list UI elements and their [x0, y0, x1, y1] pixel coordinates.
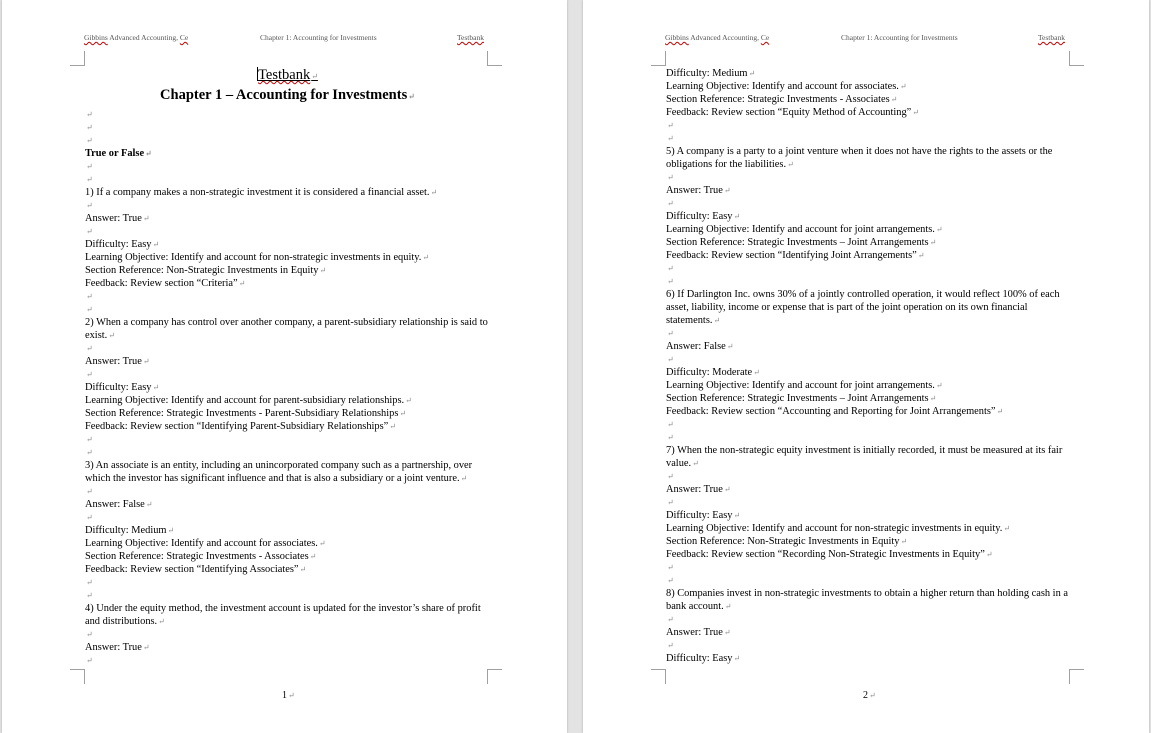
difficulty-8: Difficulty: Easy↵ [666, 653, 741, 664]
document-page-1[interactable] [2, 0, 567, 733]
answer-2: Answer: True↵ [85, 356, 150, 367]
reference-4: Section Reference: Strategic Investments - Associates↵ [666, 94, 898, 105]
answer-4: Answer: True↵ [85, 642, 150, 653]
answer-7: Answer: True↵ [666, 484, 731, 495]
answer-8: Answer: True↵ [666, 627, 731, 638]
reference-6: Section Reference: Strategic Investments – Joint Arrangements↵ [666, 393, 937, 404]
paragraph-mark: ↵ [86, 591, 93, 600]
question-6: 6) If Darlington Inc. owns 30% of a jointly controlled operation, it would reflect 100% of each asset, liability, income or expense that is part of the joint operation on its own financial statements.↵ [666, 289, 1060, 326]
header-right: Testbank [1038, 33, 1065, 42]
margin-crop-mark [1069, 51, 1084, 66]
difficulty-6: Difficulty: Moderate↵ [666, 367, 760, 378]
paragraph-mark: ↵ [667, 264, 674, 273]
header-left: Gibbins Advanced Accounting, Ce [84, 33, 189, 42]
reference-3: Section Reference: Strategic Investments - Associates↵ [85, 551, 317, 562]
reference-7: Section Reference: Non-Strategic Investments in Equity↵ [666, 536, 908, 547]
objective-4: Learning Objective: Identify and account for associates.↵ [666, 81, 907, 92]
feedback-7: Feedback: Review section “Recording Non-Strategic Investments in Equity”↵ [666, 549, 993, 560]
page-body[interactable] [85, 66, 490, 667]
question-2: 2) When a company has control over another company, a parent-subsidiary relationship is said to exist.↵ [85, 317, 488, 341]
paragraph-mark: ↵ [667, 355, 674, 364]
header-left: Gibbins Advanced Accounting, Ce [665, 33, 770, 42]
difficulty-7: Difficulty: Easy↵ [666, 510, 741, 521]
paragraph-mark: ↵ [86, 123, 93, 132]
page-body[interactable] [666, 67, 1072, 665]
paragraph-mark: ↵ [667, 134, 674, 143]
difficulty-2: Difficulty: Easy↵ [85, 382, 160, 393]
paragraph-mark: ↵ [86, 656, 93, 665]
paragraph-mark: ↵ [667, 199, 674, 208]
paragraph-mark: ↵ [86, 344, 93, 353]
paragraph-mark: ↵ [86, 578, 93, 587]
paragraph-mark: ↵ [667, 173, 674, 182]
header-center: Chapter 1: Accounting for Investments [260, 33, 377, 42]
paragraph-mark: ↵ [667, 277, 674, 286]
paragraph-mark: ↵ [667, 576, 674, 585]
paragraph-mark: ↵ [86, 110, 93, 119]
question-8: 8) Companies invest in non-strategic investments to obtain a higher return than holding cash in a bank account.↵ [666, 588, 1068, 612]
feedback-1: Feedback: Review section “Criteria”↵ [85, 278, 246, 289]
paragraph-mark: ↵ [86, 292, 93, 301]
paragraph-mark: ↵ [86, 448, 93, 457]
difficulty-1: Difficulty: Easy↵ [85, 239, 160, 250]
feedback-4: Feedback: Review section “Equity Method of Accounting”↵ [666, 107, 919, 118]
paragraph-mark: ↵ [86, 305, 93, 314]
margin-crop-mark [651, 669, 666, 684]
question-4: 4) Under the equity method, the investment account is updated for the investor’s share of profit and distributions.↵ [85, 603, 481, 627]
feedback-3: Feedback: Review section “Identifying Associates”↵ [85, 564, 307, 575]
objective-3: Learning Objective: Identify and account for associates.↵ [85, 538, 326, 549]
paragraph-mark: ↵ [667, 563, 674, 572]
reference-2: Section Reference: Strategic Investments - Parent-Subsidiary Relationships↵ [85, 408, 407, 419]
section-heading: True or False↵ [85, 148, 152, 159]
feedback-2: Feedback: Review section “Identifying Parent-Subsidiary Relationships”↵ [85, 421, 396, 432]
question-5: 5) A company is a party to a joint venture when it does not have the rights to the assets or the obligations for the liabilities.↵ [666, 146, 1053, 170]
reference-5: Section Reference: Strategic Investments – Joint Arrangements↵ [666, 237, 937, 248]
feedback-5: Feedback: Review section “Identifying Joint Arrangements”↵ [666, 250, 925, 261]
page-number: 1↵ [282, 690, 295, 701]
answer-5: Answer: True↵ [666, 185, 731, 196]
paragraph-mark: ↵ [86, 175, 93, 184]
objective-2: Learning Objective: Identify and account for parent-subsidiary relationships.↵ [85, 395, 412, 406]
paragraph-mark: ↵ [86, 227, 93, 236]
paragraph-mark: ↵ [86, 435, 93, 444]
paragraph-mark: ↵ [86, 162, 93, 171]
page-number: 2↵ [863, 690, 876, 701]
margin-crop-mark [1069, 669, 1084, 684]
objective-5: Learning Objective: Identify and account for joint arrangements.↵ [666, 224, 943, 235]
header-right: Testbank [457, 33, 484, 42]
paragraph-mark: ↵ [667, 615, 674, 624]
chapter-title: Chapter 1 – Accounting for Investments↵ [160, 87, 415, 103]
paragraph-mark: ↵ [667, 498, 674, 507]
question-1: 1) If a company makes a non-strategic investment it is considered a financial asset.↵ [85, 187, 438, 198]
page-header [2, 33, 567, 45]
feedback-6: Feedback: Review section “Accounting and Reporting for Joint Arrangements”↵ [666, 406, 1004, 417]
objective-1: Learning Objective: Identify and account for non-strategic investments in equity.↵ [85, 252, 430, 263]
question-3: 3) An associate is an entity, including an unincorporated company such as a partnership, over which the investor has significant influence and that is also a subsidiary or a joint venture.↵ [85, 460, 473, 484]
difficulty-3: Difficulty: Medium↵ [85, 525, 175, 536]
paragraph-mark: ↵ [667, 433, 674, 442]
paragraph-mark: ↵ [86, 201, 93, 210]
document-page-2[interactable] [583, 0, 1149, 733]
paragraph-mark: ↵ [667, 641, 674, 650]
objective-6: Learning Objective: Identify and account for joint arrangements.↵ [666, 380, 943, 391]
paragraph-mark: ↵ [667, 472, 674, 481]
document-title: Testbank↵ [258, 67, 318, 83]
margin-crop-mark [487, 669, 502, 684]
margin-crop-mark [70, 51, 85, 66]
paragraph-mark: ↵ [86, 630, 93, 639]
answer-6: Answer: False↵ [666, 341, 734, 352]
paragraph-mark: ↵ [667, 420, 674, 429]
reference-1: Section Reference: Non-Strategic Investments in Equity↵ [85, 265, 327, 276]
paragraph-mark: ↵ [86, 136, 93, 145]
margin-crop-mark [70, 669, 85, 684]
margin-crop-mark [651, 51, 666, 66]
objective-7: Learning Objective: Identify and account for non-strategic investments in equity.↵ [666, 523, 1011, 534]
paragraph-mark: ↵ [86, 487, 93, 496]
difficulty-4: Difficulty: Medium↵ [666, 68, 756, 79]
margin-crop-mark [487, 51, 502, 66]
paragraph-mark: ↵ [667, 329, 674, 338]
answer-3: Answer: False↵ [85, 499, 153, 510]
page-header [583, 33, 1149, 45]
difficulty-5: Difficulty: Easy↵ [666, 211, 741, 222]
header-center: Chapter 1: Accounting for Investments [841, 33, 958, 42]
paragraph-mark: ↵ [667, 121, 674, 130]
answer-1: Answer: True↵ [85, 213, 150, 224]
paragraph-mark: ↵ [86, 513, 93, 522]
question-7: 7) When the non-strategic equity investment is initially recorded, it must be measured at its fair value.↵ [666, 445, 1063, 469]
paragraph-mark: ↵ [86, 370, 93, 379]
